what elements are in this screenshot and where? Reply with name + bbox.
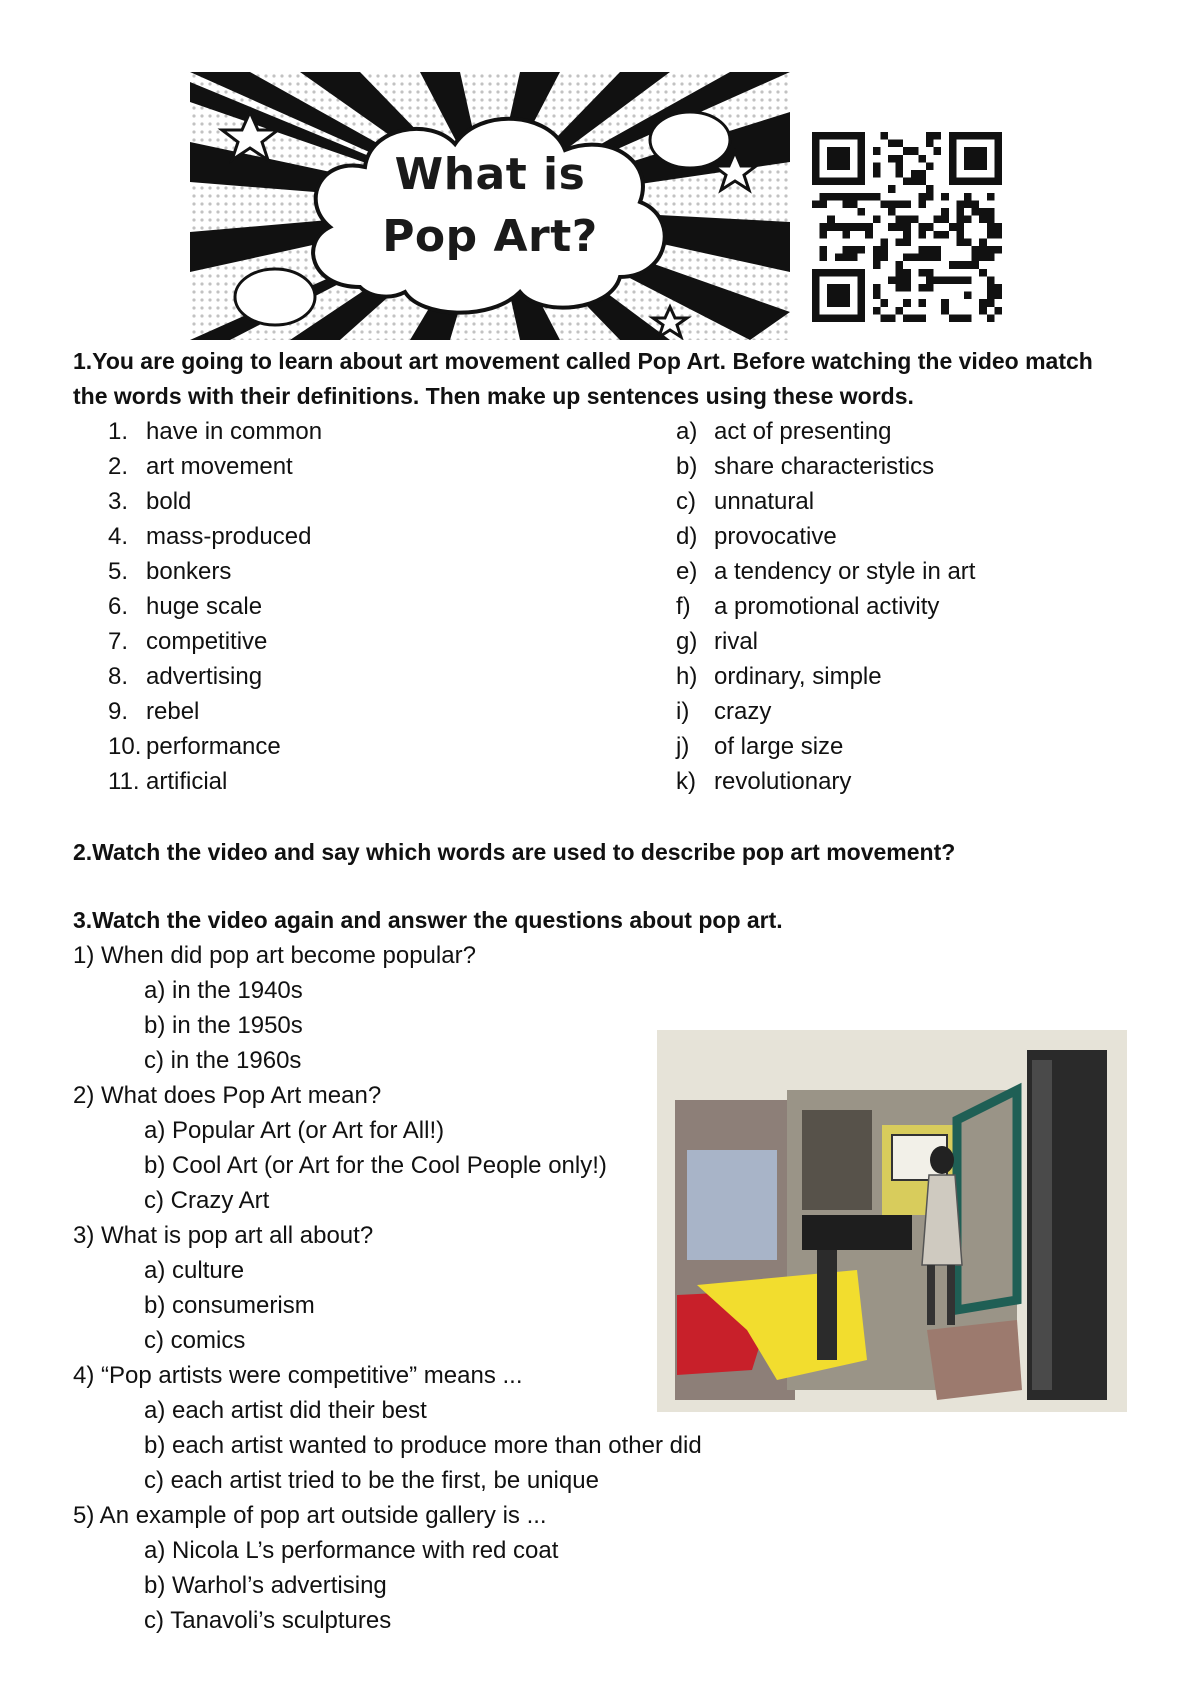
definition-letter: b): [676, 453, 698, 480]
word-text: advertising: [146, 663, 263, 690]
word-number: 6.: [108, 593, 129, 620]
word-number: 9.: [108, 698, 129, 725]
definition-item: [676, 729, 1176, 764]
banner-title-line1: What is: [394, 149, 586, 200]
word-item: [108, 519, 628, 554]
quiz-option[interactable]: a) in the 1940s: [144, 977, 303, 1004]
task1-heading: 1.You are going to learn about art movement called Pop Art. Before watching the video match the words with their definitions. Then make up sentences using these words.: [73, 348, 1093, 409]
task3-heading: 3.Watch the video again and answer the questions about pop art.: [73, 907, 783, 933]
word-text: have in common: [146, 418, 323, 445]
definition-letter: i): [676, 698, 690, 725]
word-item: [108, 624, 628, 659]
word-item: [108, 659, 628, 694]
quiz-option[interactable]: c) each artist tried to be the first, be unique: [144, 1467, 599, 1494]
word-text: art movement: [146, 453, 293, 480]
quiz-option[interactable]: a) Nicola L’s performance with red coat: [144, 1537, 559, 1564]
word-number: 11.: [108, 768, 140, 795]
word-text: artificial: [146, 768, 228, 795]
banner-title: [190, 144, 790, 268]
word-number: 1.: [108, 418, 129, 445]
quiz-question: 4) “Pop artists were competitive” means ...: [73, 1362, 523, 1389]
quiz-option[interactable]: b) consumerism: [144, 1292, 315, 1319]
definition-text: act of presenting: [714, 418, 892, 445]
definition-text: share characteristics: [714, 453, 935, 480]
definition-text: revolutionary: [714, 768, 852, 795]
definition-item: [676, 519, 1176, 554]
definition-text: provocative: [714, 523, 837, 550]
definition-item: [676, 484, 1176, 519]
word-text: rebel: [146, 698, 200, 725]
word-item: [108, 729, 628, 764]
word-item: [108, 484, 628, 519]
definition-item: [676, 694, 1176, 729]
word-number: 8.: [108, 663, 129, 690]
definition-letter: a): [676, 418, 698, 445]
definition-letter: e): [676, 558, 698, 585]
word-list: [108, 414, 628, 799]
definition-text: a promotional activity: [714, 593, 940, 620]
definition-item: [676, 554, 1176, 589]
pop-art-banner: [190, 72, 790, 340]
word-text: mass-produced: [146, 523, 312, 550]
definition-text: of large size: [714, 733, 844, 760]
quiz-option[interactable]: a) Popular Art (or Art for All!): [144, 1117, 445, 1144]
definition-list: [676, 414, 1176, 799]
definition-item: [676, 589, 1176, 624]
banner-title-line2: Pop Art?: [382, 211, 598, 262]
definition-text: unnatural: [714, 488, 815, 515]
word-number: 10.: [108, 733, 142, 760]
qr-code[interactable]: [812, 132, 1002, 322]
definition-item: [676, 624, 1176, 659]
word-text: performance: [146, 733, 281, 760]
quiz-option[interactable]: b) each artist wanted to produce more than other did: [144, 1432, 702, 1459]
quiz-option[interactable]: a) culture: [144, 1257, 245, 1284]
definition-item: [676, 764, 1176, 799]
word-number: 4.: [108, 523, 129, 550]
quiz-question: 1) When did pop art become popular?: [73, 942, 476, 969]
definition-text: ordinary, simple: [714, 663, 882, 690]
definition-item: [676, 659, 1176, 694]
quiz-question: 3) What is pop art all about?: [73, 1222, 374, 1249]
task2-heading: 2.Watch the video and say which words are used to describe pop art movement?: [73, 839, 956, 865]
word-text: competitive: [146, 628, 268, 655]
word-number: 3.: [108, 488, 129, 515]
word-item: [108, 449, 628, 484]
definition-item: [676, 449, 1176, 484]
word-number: 5.: [108, 558, 129, 585]
definition-letter: k): [676, 768, 696, 795]
collage-illustration: [657, 1030, 1127, 1412]
quiz-option[interactable]: b) Warhol’s advertising: [144, 1572, 387, 1599]
word-number: 2.: [108, 453, 129, 480]
definition-text: a tendency or style in art: [714, 558, 976, 585]
quiz-option[interactable]: b) in the 1950s: [144, 1012, 303, 1039]
word-item: [108, 414, 628, 449]
word-text: bold: [146, 488, 192, 515]
quiz-question: 5) An example of pop art outside gallery is ...: [73, 1502, 547, 1529]
definition-item: [676, 414, 1176, 449]
definition-text: crazy: [714, 698, 772, 725]
word-item: [108, 764, 628, 799]
quiz-question: 2) What does Pop Art mean?: [73, 1082, 382, 1109]
quiz-option[interactable]: b) Cool Art (or Art for the Cool People only!): [144, 1152, 607, 1179]
quiz-option[interactable]: c) Tanavoli’s sculptures: [144, 1607, 392, 1634]
definition-text: rival: [714, 628, 759, 655]
pop-art-collage-image: [657, 1030, 1127, 1412]
word-item: [108, 589, 628, 624]
definition-letter: d): [676, 523, 698, 550]
definition-letter: g): [676, 628, 698, 655]
definition-letter: c): [676, 488, 696, 515]
quiz-option[interactable]: c) comics: [144, 1327, 246, 1354]
quiz-option[interactable]: c) Crazy Art: [144, 1187, 270, 1214]
definition-letter: f): [676, 593, 691, 620]
word-text: bonkers: [146, 558, 232, 585]
definition-letter: h): [676, 663, 698, 690]
word-number: 7.: [108, 628, 129, 655]
definition-letter: j): [676, 733, 690, 760]
word-text: huge scale: [146, 593, 263, 620]
quiz-option[interactable]: a) each artist did their best: [144, 1397, 427, 1424]
word-item: [108, 694, 628, 729]
word-item: [108, 554, 628, 589]
quiz-option[interactable]: c) in the 1960s: [144, 1047, 302, 1074]
